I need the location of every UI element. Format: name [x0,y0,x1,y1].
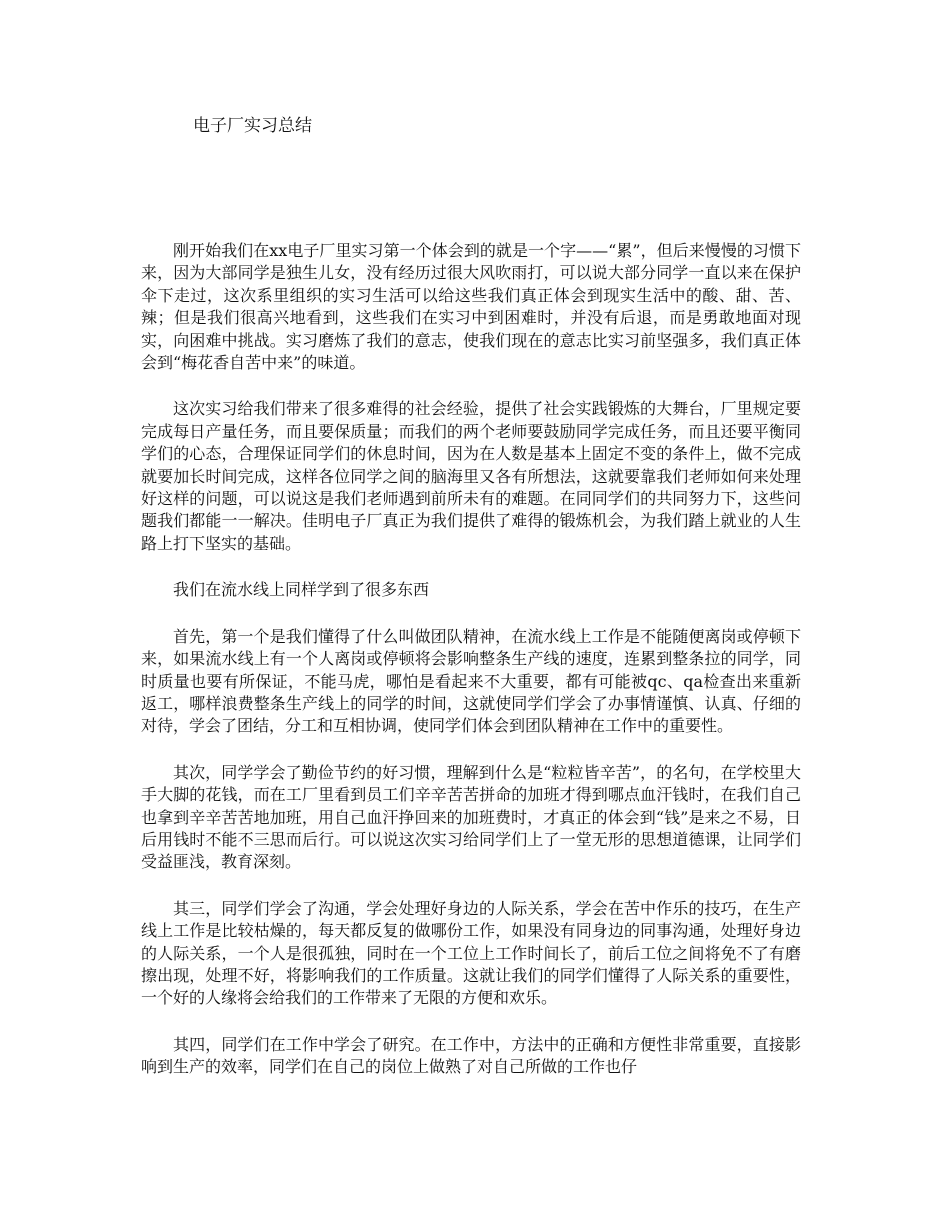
document-title: 电子厂实习总结 [193,116,312,136]
document-body [141,240,801,1103]
paragraph-assembly-line-heading: 我们在流水线上同样学到了很多东西 [173,580,430,600]
paragraph-teamwork: 首先，第一个是我们懂得了什么叫做团队精神，在流水线上工作是不能随便离岗或停顿下来，如果流水线上有一个人离岗或停顿将会影响整条生产线的速度，连累到整条拉的同学，同时质量也要有所保证，不能马虎，哪怕是看起来不大重要，都有可能被qc、qa检查出来重新返工，哪样浪费整条生产线上的同学的时间，这就使同学们学会了办事情谨慎、认真、仔细的对待，学会了团结，分工和互相协调，使同学们体会到团队精神在工作中的重要性。 [141,626,801,736]
paragraph-social-experience: 这次实习给我们带来了很多难得的社会经验，提供了社会实践锻炼的大舞台，厂里规定要完成每日产量任务，而且要保质量；而我们的两个老师要鼓励同学完成任务，而且还要平衡同学们的心态，合理保证同学们的休息时间，因为在人数是基本上固定不变的条件上，做不完成就要加长时间完成，这样各位同学之间的脑海里又各有所想法，这就要靠我们老师如何来处理好这样的问题，可以说这是我们老师遇到前所未有的难题。在同同学们的共同努力下，这些问题我们都能一一解决。佳明电子厂真正为我们提供了难得的锻炼机会，为我们踏上就业的人生路上打下坚实的基础。 [141,399,801,553]
paragraph-intro: 刚开始我们在xx电子厂里实习第一个体会到的就是一个字——“累”，但后来慢慢的习惯下来，因为大部同学是独生儿女，没有经历过很大风吹雨打，可以说大部分同学一直以来在保护伞下走过，这次系里组织的实习生活可以给这些我们真正体会到现实生活中的酸、甜、苦、辣；但是我们很高兴地看到，这些我们在实习中到困难时，并没有后退，而是勇敢地面对现实，向困难中挑战。实习磨炼了我们的意志，使我们现在的意志比实习前坚强多，我们真正体会到“梅花香自苦中来”的味道。 [141,241,801,373]
paragraph-frugality: 其次，同学学会了勤俭节约的好习惯，理解到什么是“粒粒皆辛苦”，的名句，在学校里大手大脚的花钱，而在工厂里看到员工们辛辛苦苦拼命的加班才得到哪点血汗钱时，在我们自己也拿到辛辛苦苦地加班，用自己血汗挣回来的加班费时，才真正的体会到“钱”是来之不易，日后用钱时不能不三思而后行。可以说这次实习给同学们上了一堂无形的思想道德课，让同学们受益匪浅，教育深刻。 [141,762,801,872]
paragraph-communication: 其三，同学们学会了沟通，学会处理好身边的人际关系，学会在苦中作乐的技巧，在生产线上工作是比较枯燥的，每天都反复的做哪份工作，如果没有同身边的同事沟通，处理好身边的人际关系，一个人是很孤独，同时在一个工位上工作时间长了，前后工位之间将免不了有磨擦出现，处理不好，将影响我们的工作质量。这就让我们的同学们懂得了人际关系的重要性，一个好的人缘将会给我们的工作带来了无限的方便和欢乐。 [141,898,801,1008]
paragraph-research: 其四，同学们在工作中学会了研究。在工作中，方法中的正确和方便性非常重要，直接影响到生产的效率，同学们在自己的岗位上做熟了对自己所做的工作也仔 [141,1034,801,1077]
